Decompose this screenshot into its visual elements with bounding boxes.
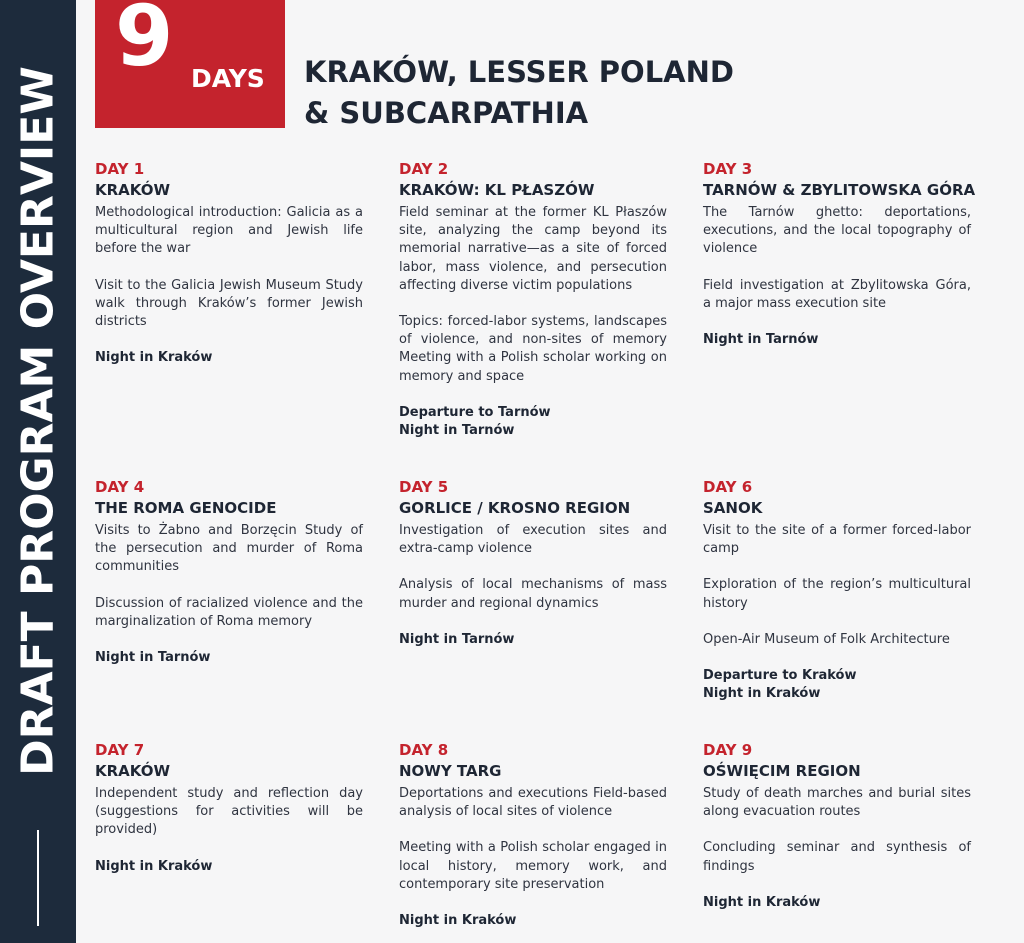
day-card	[703, 740, 971, 912]
day-title: GORLICE / KROSNO REGION	[399, 499, 631, 517]
day-paragraph: Concluding seminar and synthesis of findings	[703, 840, 971, 874]
day-note: Night in Kraków	[95, 858, 213, 874]
day-note: Night in Tarnów	[95, 650, 211, 666]
day-title: THE ROMA GENOCIDE	[95, 499, 277, 517]
duration-number: 9	[115, 0, 174, 85]
day-note: Night in Kraków	[703, 894, 821, 910]
day-note: Night in Tarnów	[399, 423, 515, 439]
day-paragraph: Topics: forced-labor systems, landscapes of violence, and non-sites of memory Meeting with a Polish scholar working on memory and space	[399, 314, 667, 384]
day-number: DAY 6	[703, 478, 753, 496]
day-card	[95, 740, 363, 876]
day-note: Departure to Kraków	[703, 668, 857, 684]
day-number: DAY 5	[399, 478, 449, 496]
day-paragraph: Discussion of racialized violence and the marginalization of Roma memory	[95, 595, 363, 629]
day-number: DAY 8	[399, 741, 449, 759]
day-number: DAY 3	[703, 160, 753, 178]
day-title: OŚWIĘCIM REGION	[703, 762, 861, 780]
day-paragraph: Analysis of local mechanisms of mass murder and regional dynamics	[399, 577, 667, 611]
day-title: KRAKÓW	[95, 762, 171, 780]
day-number: DAY 1	[95, 160, 145, 178]
day-paragraph: Field investigation at Zbylitowska Góra, a major mass execution site	[703, 277, 971, 311]
day-note: Night in Kraków	[399, 913, 517, 929]
day-paragraph: Open-Air Museum of Folk Architecture	[703, 631, 950, 647]
day-number: DAY 4	[95, 478, 145, 496]
day-title: KRAKÓW	[95, 181, 171, 199]
day-card	[399, 740, 667, 930]
day-title: TARNÓW & ZBYLITOWSKA GÓRA	[703, 181, 976, 199]
day-paragraph: Field seminar at the former KL Płaszów site, analyzing the camp beyond its memorial narrative—as a site of forced labor, mass violence, and persecution affecting diverse victim populations	[399, 205, 667, 293]
page-title	[304, 52, 774, 134]
day-paragraph: Investigation of execution sites and extra-camp violence	[399, 523, 667, 557]
day-title: SANOK	[703, 499, 763, 517]
duration-unit: DAYS	[191, 64, 265, 93]
day-title: NOWY TARG	[399, 762, 502, 780]
day-note: Night in Tarnów	[703, 332, 819, 348]
sidebar-title: DRAFT PROGRAM OVERVIEW	[12, 66, 64, 776]
day-number: DAY 7	[95, 741, 145, 759]
day-paragraph: Methodological introduction: Galicia as a multicultural region and Jewish life before the war	[95, 205, 363, 257]
day-paragraph: Deportations and executions Field-based analysis of local sites of violence	[399, 786, 667, 820]
day-paragraph: Meeting with a Polish scholar engaged in local history, memory work, and contemporary site preservation	[399, 840, 667, 892]
page-title-line-2: & SUBCARPATHIA	[304, 96, 589, 130]
day-card	[95, 159, 363, 367]
day-card	[703, 159, 976, 349]
day-note: Departure to Tarnów	[399, 404, 551, 420]
day-number: DAY 9	[703, 741, 753, 759]
day-title: KRAKÓW: KL PŁASZÓW	[399, 181, 595, 199]
page-title-line-1: KRAKÓW, LESSER POLAND	[304, 55, 734, 89]
day-paragraph: Visit to the Galicia Jewish Museum Study walk through Kraków’s former Jewish districts	[95, 277, 363, 330]
day-note: Night in Kraków	[703, 686, 821, 702]
duration-badge	[95, 0, 285, 128]
sidebar	[0, 0, 76, 943]
day-number: DAY 2	[399, 160, 449, 178]
day-paragraph: Independent study and reflection day (suggestions for activities will be provided)	[95, 786, 363, 838]
day-paragraph: Visit to the site of a former forced-labor camp	[703, 523, 971, 557]
day-paragraph: Visits to Żabno and Borzęcin Study of the persecution and murder of Roma communities	[95, 523, 363, 575]
sidebar-divider	[37, 830, 39, 926]
day-card	[95, 477, 363, 667]
day-note: Night in Tarnów	[399, 631, 515, 647]
day-paragraph: Study of death marches and burial sites along evacuation routes	[703, 786, 971, 820]
day-card	[399, 159, 667, 440]
day-paragraph: Exploration of the region’s multicultural history	[703, 577, 971, 611]
day-card	[703, 477, 971, 703]
day-card	[399, 477, 667, 649]
day-paragraph: The Tarnów ghetto: deportations, executions, and the local topography of violence	[703, 205, 971, 257]
day-note: Night in Kraków	[95, 350, 213, 366]
